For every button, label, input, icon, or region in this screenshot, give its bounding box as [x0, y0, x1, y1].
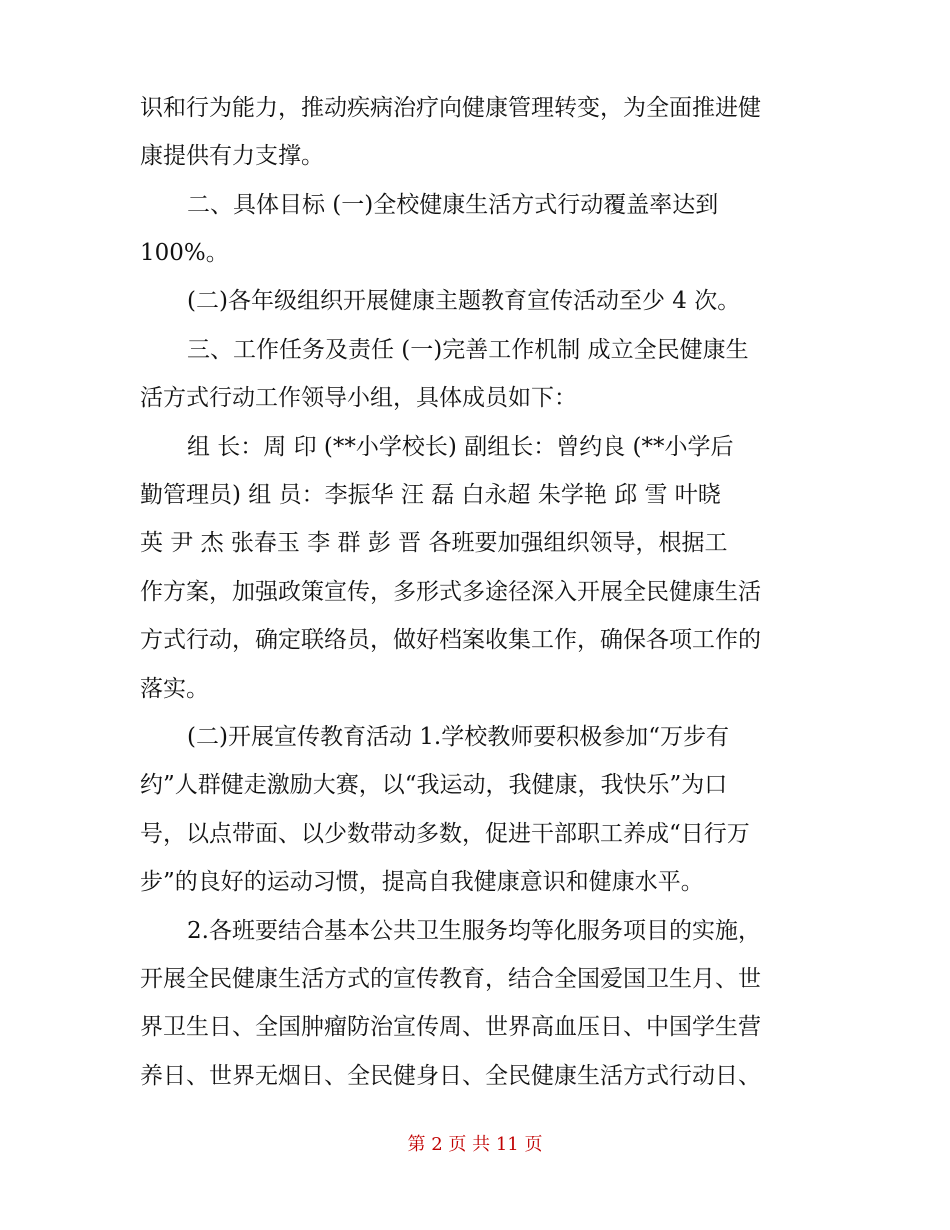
body-line: (二)各年级组织开展健康主题教育宣传活动至少 4 次。 [187, 288, 741, 314]
body-line: 康提供有力支撑。 [140, 143, 324, 169]
body-line: 100%。 [140, 240, 229, 266]
body-line: 2.各班要结合基本公共卫生服务均等化服务项目的实施， [187, 918, 761, 944]
body-line: 界卫生日、全国肿瘤防治宣传周、世界高血压日、中国学生营 [140, 1014, 761, 1040]
body-line: 方式行动，确定联络员，做好档案收集工作，确保各项工作的 [140, 627, 761, 653]
body-line: 作方案，加强政策宣传，多形式多途径深入开展全民健康生活 [140, 579, 761, 605]
body-line: 三、工作任务及责任 (一)完善工作机制 成立全民健康生 [187, 337, 749, 363]
body-line: 勤管理员) 组 员：李振华 汪 磊 白永超 朱学艳 邱 雪 叶晓 [140, 482, 721, 508]
body-line: 开展全民健康生活方式的宣传教育，结合全国爱国卫生月、世 [140, 966, 761, 992]
page-number-footer: 第 2 页 共 11 页 [407, 1134, 543, 1155]
body-line: 二、具体目标 (一)全校健康生活方式行动覆盖率达到 [187, 192, 719, 218]
body-line: 步”的良好的运动习惯，提高自我健康意识和健康水平。 [140, 869, 704, 895]
body-line: 号，以点带面、以少数带动多数，促进干部职工养成“日行万 [140, 821, 750, 847]
body-line: 识和行为能力，推动疾病治疗向健康管理转变，为全面推进健 [140, 95, 761, 121]
body-line: 组 长：周 印 (**小学校长) 副组长：曾约良 (**小学后 [187, 434, 734, 460]
body-line: 养日、世界无烟日、全民健身日、全民健康生活方式行动日、 [140, 1063, 761, 1089]
body-line: (二)开展宣传教育活动 1.学校教师要积极参加“万步有 [187, 724, 729, 750]
body-line: 英 尹 杰 张春玉 李 群 彭 晋 各班要加强组织领导，根据工 [140, 530, 728, 556]
body-line: 活方式行动工作领导小组，具体成员如下： [140, 385, 577, 411]
body-line: 落实。 [140, 676, 209, 702]
body-line: 约”人群健走激励大赛，以“我运动，我健康，我快乐”为口 [140, 772, 728, 798]
